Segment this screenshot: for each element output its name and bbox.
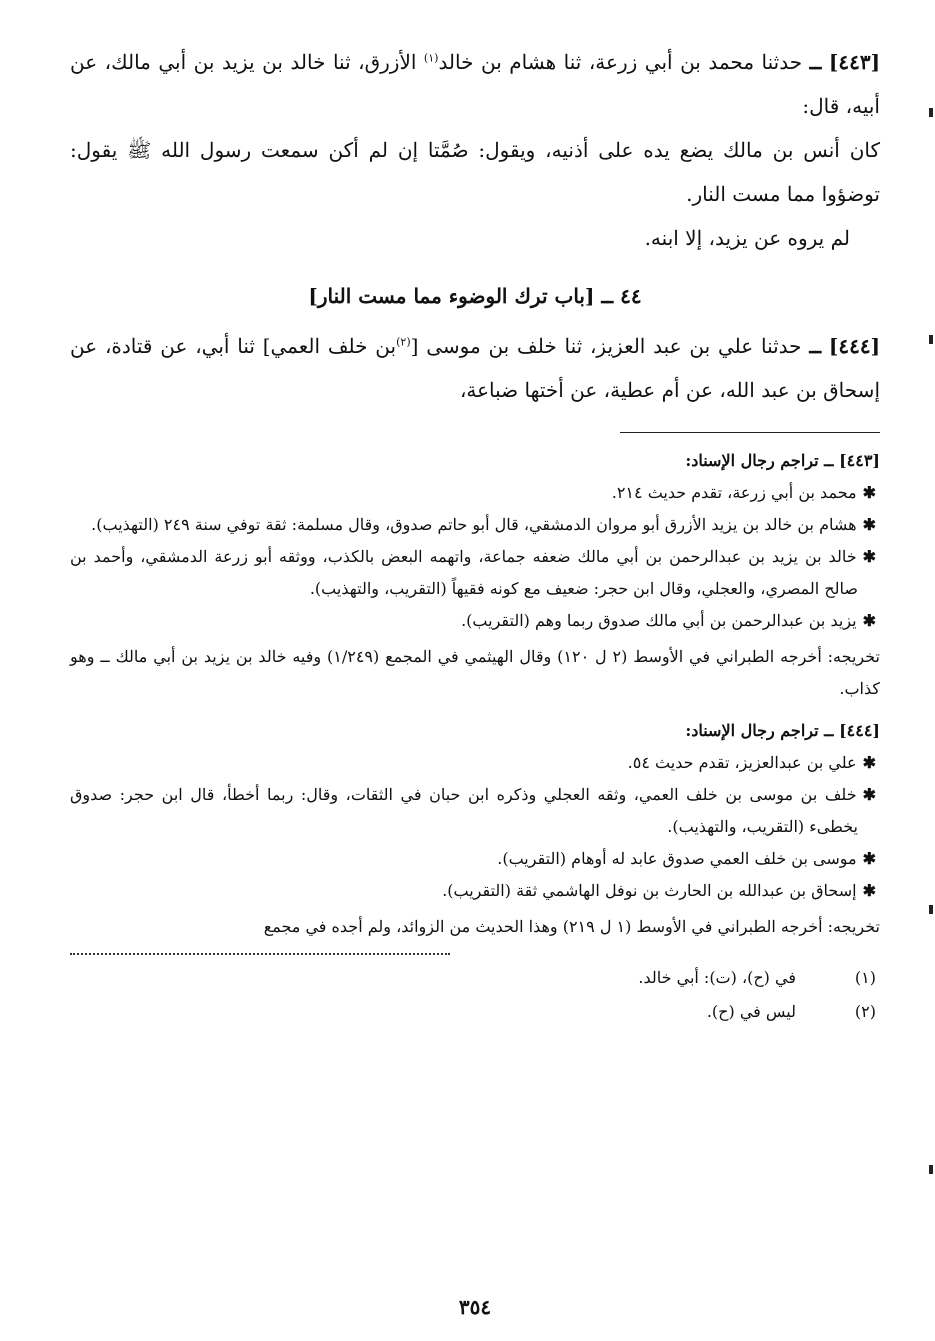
narrator-note-text: خالد بن يزيد بن عبدالرحمن بن أبي مالك ضعفه جماعة، واتهمه البعض بالكذب، ووثقه أبو زرعة الدمشقي، وأحمد بن صالح المصري، والعجلي، وقال ابن حجر: ضعيف مع كونه فقيهاً (التقريب، والتهذيب). [70,547,858,598]
narrator-note [70,477,880,509]
scan-edge-mark [929,335,933,344]
isnad-text-cont: بن خلف العمي] ثنا أبي، عن قتادة، عن إسحاق بن عبد الله، عن أم عطية، عن أختها ضباعة، [70,334,880,402]
notes-heading: [٤٤٣] ــ تراجم رجال الإسناد: [685,451,880,470]
narrator-note-text: يزيد بن عبدالرحمن بن أبي مالك صدوق ربما وهم (التقريب). [461,611,857,630]
chapter-heading: ٤٤ ــ [باب ترك الوضوء مما مست النار] [308,284,642,308]
hadith-number: [٤٤٣] [828,50,881,74]
section-divider [620,432,880,433]
footnote-item [70,961,880,995]
dash: ــ [809,50,822,74]
book-page [70,40,881,1319]
hadith-number: [٤٤٤] [828,334,881,358]
narrator-note [70,779,880,843]
narrator-note [70,509,880,541]
isnad-text-cont: الأزرق، ثنا خالد بن يزيد بن أبي مالك، عن أبيه، قال: [70,50,880,118]
asterisk-icon: ✱ [862,753,876,772]
narrator-note-text: علي بن عبدالعزيز، تقدم حديث ٥٤. [627,753,857,772]
footnote-number: (١) [854,968,876,987]
takhrij-note: تخريجه: أخرجه الطبراني في الأوسط (١ ل ٢١٩) وهذا الحديث من الزوائد، ولم أجده في مجمع [263,917,880,936]
narrator-note [70,875,880,907]
isnad-text: حدثنا علي بن عبد العزيز، ثنا خلف بن موسى [ [410,334,802,358]
asterisk-icon: ✱ [862,515,876,534]
notes-heading: [٤٤٤] ــ تراجم رجال الإسناد: [685,721,880,740]
narrator-note-text: هشام بن خالد بن يزيد الأزرق أبو مروان الدمشقي، قال أبو حاتم صدوق، وقال مسلمة: ثقة توفي سنة ٢٤٩ (التهذيب). [91,515,857,534]
isnad-text: حدثنا محمد بن أبي زرعة، ثنا هشام بن خالد [438,50,803,74]
narrator-note [70,843,880,875]
narrator-note-text: إسحاق بن عبدالله بن الحارث بن نوفل الهاشمي ثقة (التقريب). [442,881,857,900]
narrator-note [70,605,880,637]
notes-443 [70,445,880,705]
footnote-text: في (ح)، (ت): أبي خالد. [638,968,796,987]
footnote-separator [70,953,450,955]
takhrij-note: تخريجه: أخرجه الطبراني في الأوسط (٢ ل ١٢٠) وقال الهيثمي في المجمع (١/٢٤٩) وفيه خالد بن يزيد بن أبي مالك ــ وهو كذاب. [70,647,880,698]
narrator-note-text: خلف بن موسى بن خلف العمي، وثقه العجلي وذكره ابن حبان في الثقات، وقال: ربما أخطأ، قال ابن حجر: صدوق يخطىء (التقريب، والتهذيب). [70,785,858,836]
hadith-443-isnad [70,40,880,128]
narrator-note-text: موسى بن خلف العمي صدوق عابد له أوهام (التقريب). [497,849,857,868]
narrator-note [70,541,880,605]
narrator-note [70,747,880,779]
asterisk-icon: ✱ [862,547,876,566]
footnote-ref: (٢) [396,335,411,349]
hadith-443-note: لم يروه عن يزيد، إلا ابنه. [644,226,850,250]
footnotes [70,961,880,1029]
footnote-text: ليس في (ح). [706,1002,796,1021]
scan-edge-mark [929,905,933,914]
asterisk-icon: ✱ [862,611,876,630]
narrator-note-text: محمد بن أبي زرعة، تقدم حديث ٢١٤. [611,483,857,502]
dash: ــ [809,334,822,358]
asterisk-icon: ✱ [862,483,876,502]
footnote-ref: (١) [423,51,439,65]
main-text [70,40,880,412]
scan-edge-mark [929,108,933,117]
hadith-443-matn: كان أنس بن مالك يضع يده على أذنيه، ويقول: صُمَّتا إن لم أكن سمعت رسول الله ﷺ يقول: توضؤوا مما مست النار. [70,138,880,206]
page-number: ٣٥٤ [458,1295,492,1319]
asterisk-icon: ✱ [862,881,876,900]
footnote-item [70,995,880,1029]
hadith-444 [70,324,880,412]
notes-section [70,445,880,943]
footnote-number: (٢) [854,1002,876,1021]
asterisk-icon: ✱ [862,785,876,804]
scan-edge-mark [929,1165,933,1174]
notes-444 [70,715,880,943]
asterisk-icon: ✱ [862,849,876,868]
hadith-444-isnad [70,324,880,412]
hadith-443 [70,40,880,260]
